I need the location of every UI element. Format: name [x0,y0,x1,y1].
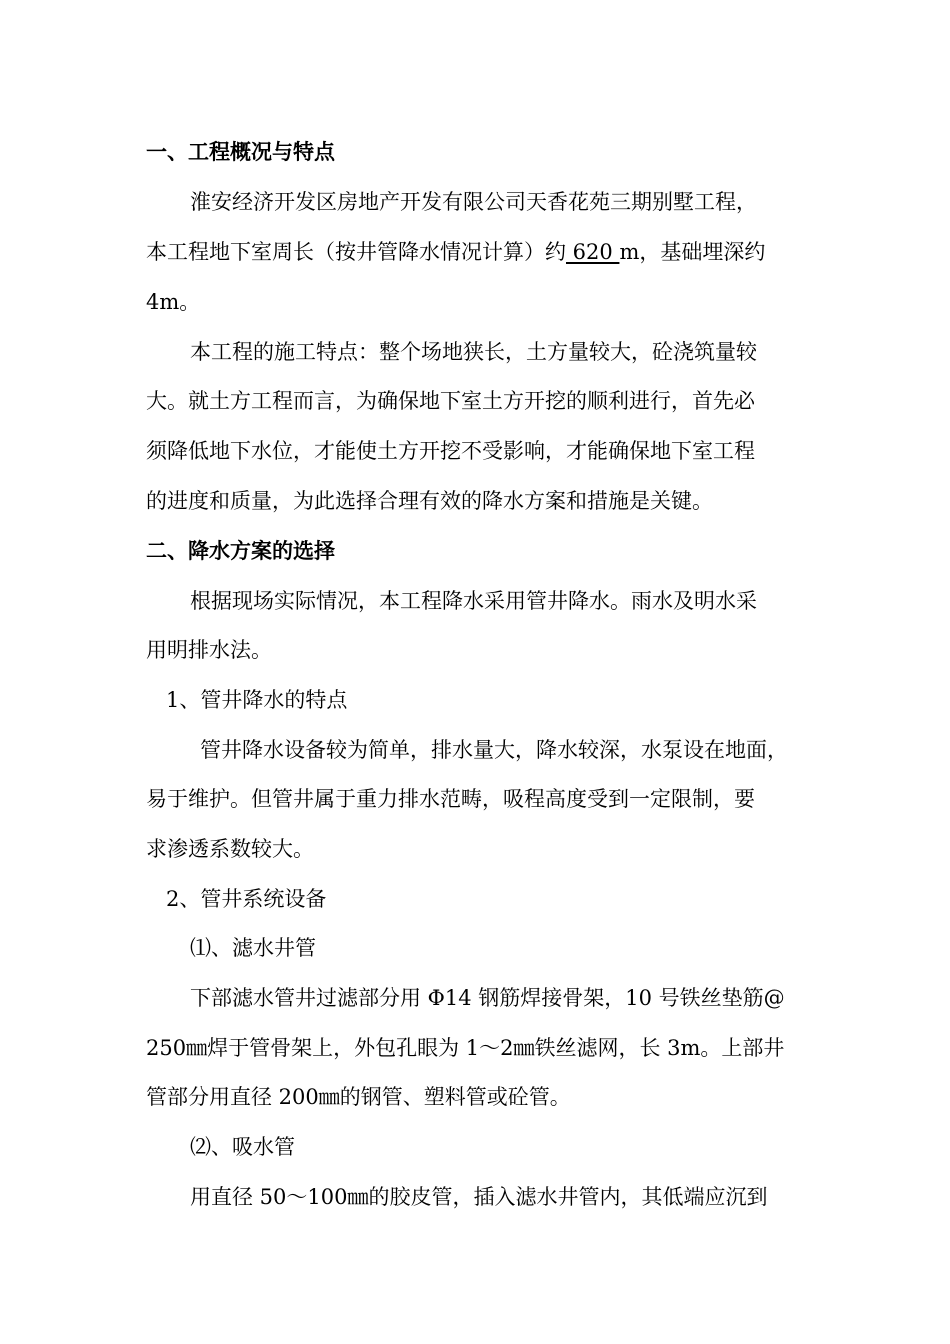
section-1-paragraph-1-line-3: 4m。 [146,290,201,314]
section-2-paragraph-1-line-1: 根据现场实际情况，本工程降水采用管井降水。雨水及明水采 [190,589,757,613]
subsection-1-line-1: 管井降水设备较为简单，排水量大，降水较深，水泵设在地面， [200,738,788,762]
perimeter-value: 620 [566,240,620,264]
subsection-1-line-2: 易于维护。但管井属于重力排水范畴，吸程高度受到一定限制，要 [146,787,755,811]
section-1-paragraph-2-line-3: 须降低地下水位，才能使土方开挖不受影响，才能确保地下室工程 [146,439,755,463]
item-1-title: ⑴、滤水井管 [190,936,316,960]
section-1-paragraph-1-line-2 [146,237,765,267]
perimeter-text-before: 本工程地下室周长（按井管降水情况计算）约 [146,240,566,264]
section-1-paragraph-2-line-4: 的进度和质量，为此选择合理有效的降水方案和措施是关键。 [146,489,713,513]
item-2-line-1: 用直径 50～100㎜的胶皮管，插入滤水井管内，其低端应沉到 [190,1185,768,1209]
subsection-1-line-3: 求渗透系数较大。 [146,837,314,861]
item-1-line-3: 管部分用直径 200㎜的钢管、塑料管或砼管。 [146,1085,571,1109]
item-1-line-1: 下部滤水管井过滤部分用 Φ14 钢筋焊接骨架，10 号铁丝垫筋@ [190,986,785,1010]
section-1-heading: 一、工程概况与特点 [146,140,335,164]
subsection-1-title: 1、管井降水的特点 [166,688,348,712]
item-2-title: ⑵、吸水管 [190,1135,295,1159]
section-1-paragraph-1-line-1: 淮安经济开发区房地产开发有限公司天香花苑三期别墅工程， [190,190,757,214]
perimeter-text-after: m，基础埋深约 [619,240,766,264]
section-2-paragraph-1-line-2: 用明排水法。 [146,638,272,662]
item-1-line-2: 250㎜焊于管骨架上，外包孔眼为 1～2㎜铁丝滤网，长 3m。上部井 [146,1036,785,1060]
section-1-paragraph-2-line-2: 大。就土方工程而言，为确保地下室土方开挖的顺利进行，首先必 [146,389,755,413]
section-1-paragraph-2-line-1: 本工程的施工特点：整个场地狭长，土方量较大，砼浇筑量较 [190,340,757,364]
section-2-heading: 二、降水方案的选择 [146,539,335,563]
subsection-2-title: 2、管井系统设备 [166,887,327,911]
